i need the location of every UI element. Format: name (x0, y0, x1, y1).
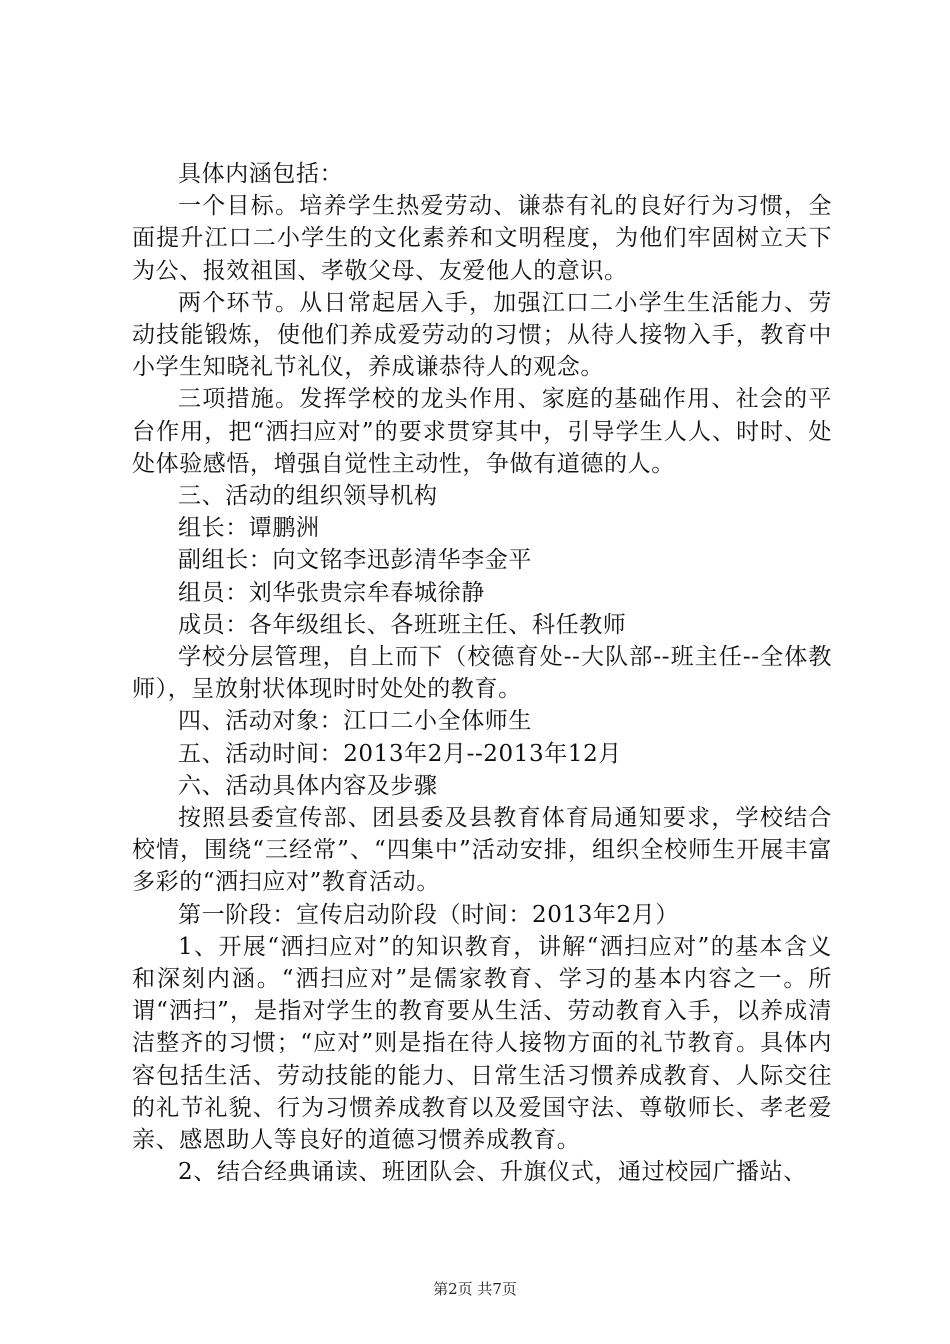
page-number: 第2页 共7页 (433, 1280, 517, 1298)
paragraph-leader: 组长：谭鹏洲 (178, 515, 320, 542)
heading-activity-time: 五、活动时间：2013年2月--2013年12月 (178, 740, 622, 767)
paragraph-intro: 具体内涵包括： (178, 161, 344, 187)
paragraph-management: 学校分层管理，自上而下（校德育处--大队部--班主任--全体教师），呈放射状体现时时处处的教育。 (132, 644, 832, 703)
paragraph-goal: 一个目标。培养学生热爱劳动、谦恭有礼的良好行为习惯，全面提升江口二小学生的文化素养和文明程度，为他们牢固树立天下为公、报效祖国、孝敬父母、友爱他人的意识。 (132, 193, 832, 284)
paragraph-requirements: 按照县委宣传部、团县委及县教育体育局通知要求，学校结合校情，围绕“三经常”、“四集中”活动安排，组织全校师生开展丰富多彩的“洒扫应对”教育活动。 (132, 805, 832, 896)
paragraph-item-one: 1、开展“洒扫应对”的知识教育，讲解“洒扫应对”的基本含义和深刻内涵。“洒扫应对”是儒家教育、学习的基本内容之一。所谓“洒扫”，是指对学生的教育要从生活、劳动教育入手，以养成清洁整齐的习惯；“应对”则是指在待人接物方面的礼节教育。具体内容包括生活、劳动技能的能力、日常生活习惯养成教育、人际交往的礼节礼貌、行为习惯养成教育以及爱国守法、尊敬师长、孝老爱亲、感恩助人等良好的道德习惯养成教育。 (132, 933, 832, 1154)
heading-phase-one: 第一阶段：宣传启动阶段（时间：2013年2月） (178, 901, 679, 928)
heading-organization: 三、活动的组织领导机构 (178, 483, 438, 510)
heading-activity-content: 六、活动具体内容及步骤 (178, 772, 438, 799)
heading-activity-target: 四、活动对象：江口二小全体师生 (178, 708, 532, 735)
paragraph-three-measures: 三项措施。发挥学校的龙头作用、家庭的基础作用、社会的平台作用，把“洒扫应对”的要求贯穿其中，引导学生人人、时时、处处体验感悟，增强自觉性主动性，争做有道德的人。 (132, 386, 832, 477)
paragraph-members: 成员：各年级组长、各班班主任、科任教师 (178, 611, 627, 638)
paragraph-team-members: 组员：刘华张贵宗牟春城徐静 (178, 579, 485, 606)
paragraph-two-links: 两个环节。从日常起居入手，加强江口二小学生生活能力、劳动技能锻炼，使他们养成爱劳动的习惯；从待人接物入手，教育中小学生知晓礼节礼仪，养成谦恭待人的观念。 (132, 289, 832, 381)
paragraph-item-two: 2、结合经典诵读、班团队会、升旗仪式，通过校园广播站、 (178, 1159, 807, 1186)
paragraph-deputy-leaders: 副组长：向文铭李迅彭清华李金平 (178, 547, 532, 574)
document-body (132, 158, 832, 1189)
